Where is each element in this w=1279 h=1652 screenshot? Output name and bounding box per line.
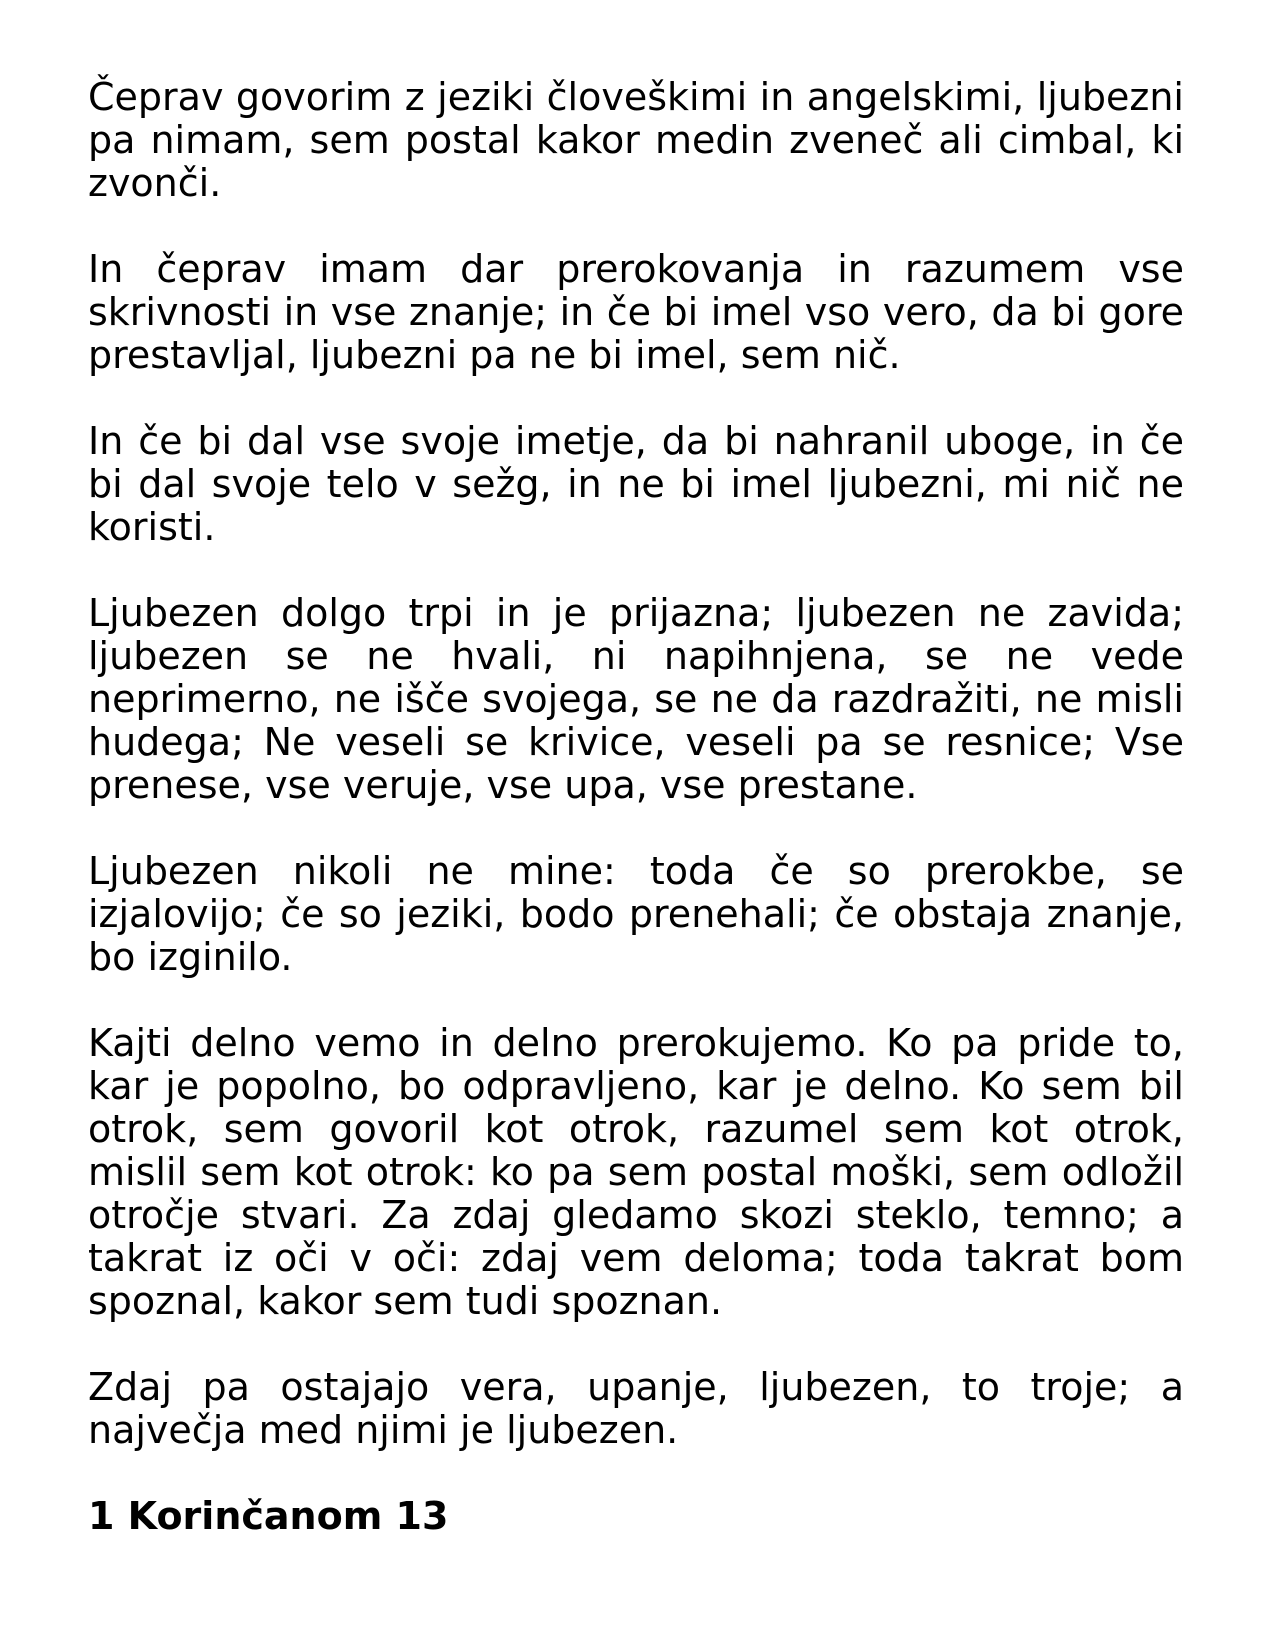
scripture-reference: 1 Korinčanom 13 xyxy=(88,1494,449,1538)
paragraph-7: Zdaj pa ostajajo vera, upanje, ljubezen, to troje; a največja med njimi je ljubezen. xyxy=(88,1365,1184,1452)
paragraph-3: In če bi dal vse svoje imetje, da bi nahranil uboge, in če bi dal svoje telo v sežg, in ne bi imel ljubezni, mi nič ne koristi. xyxy=(88,419,1184,549)
paragraph-2: In čeprav imam dar prerokovanja in razumem vse skrivnosti in vse znanje; in če bi imel vso vero, da bi gore prestavljal, ljubezni pa ne bi imel, sem nič. xyxy=(88,247,1184,377)
paragraph-6: Kajti delno vemo in delno prerokujemo. Ko pa pride to, kar je popolno, bo odpravljeno, kar je delno. Ko sem bil otrok, sem govoril kot otrok, razumel sem kot otrok, mislil sem kot otrok: ko pa sem postal moški, sem odložil otročje stvari. Za zdaj gledamo skozi steklo, temno; a takrat iz oči v oči: zdaj vem deloma; toda takrat bom spoznal, kakor sem tudi spoznan. xyxy=(88,1021,1184,1323)
paragraph-5: Ljubezen nikoli ne mine: toda če so prerokbe, se izjalovijo; če so jeziki, bodo prenehali; če obstaja znanje, bo izginilo. xyxy=(88,849,1184,979)
document-body xyxy=(88,76,1184,1538)
paragraph-1: Čeprav govorim z jeziki človeškimi in angelskimi, ljubezni pa nimam, sem postal kakor medin zveneč ali cimbal, ki zvonči. xyxy=(88,75,1184,205)
paragraph-4: Ljubezen dolgo trpi in je prijazna; ljubezen ne zavida; ljubezen se ne hvali, ni napihnjena, se ne vede neprimerno, ne išče svojega, se ne da razdražiti, ne misli hudega; Ne veseli se krivice, veseli pa se resnice; Vse prenese, vse veruje, vse upa, vse prestane. xyxy=(88,591,1184,807)
